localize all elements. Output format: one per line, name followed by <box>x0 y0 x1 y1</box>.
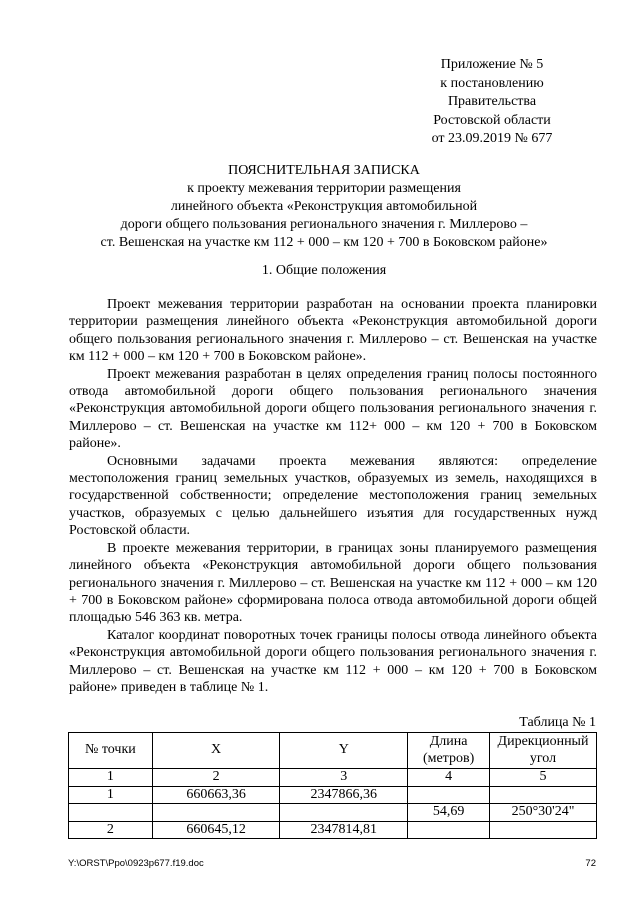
title-line: ст. Вешенская на участке км 112 + 000 – км 120 + 700 в Боковском районе» <box>100 235 548 250</box>
table-cell: 1 <box>69 786 153 804</box>
paragraph: Проект межевания территории разработан на основании проекта планировки территории размещения линейного объекта «Реконструкция автомобильной дороги общего пользования регионального значения г. Миллерово – ст. Вешенская на участке км 112 + 000 – км 120 + 700 в Боковском районе». <box>69 297 597 365</box>
appendix-line: Правительства <box>447 94 537 109</box>
column-number: 2 <box>152 769 280 787</box>
table-cell <box>408 821 490 839</box>
table-cell <box>408 786 490 804</box>
table-row <box>69 786 597 804</box>
appendix-line: к постановлению <box>440 75 544 91</box>
header-direction-angle: Дирекционный угол <box>490 733 597 769</box>
header-point-number: № точки <box>69 733 153 769</box>
table-row <box>69 821 597 839</box>
appendix-line: Приложение № 5 <box>440 57 544 72</box>
column-number: 5 <box>490 769 597 787</box>
paragraph: Каталог координат поворотных точек границы полосы отвода линейного объекта «Реконструкция автомобильной дороги общего пользования регионального значения г. Миллерово – ст. Вешенская на участке км 112 + 000 – км 120 + 700 в Боковском районе» приведен в таблице № 1. <box>69 627 597 695</box>
header-y: Y <box>280 733 408 769</box>
footer-file-path: Y:\ORST\Ppo\0923p677.f19.doc <box>68 858 204 869</box>
column-number: 4 <box>408 769 490 787</box>
table-cell: 2347866,36 <box>280 786 408 804</box>
paragraph: Проект межевания разработан в целях определения границ полосы постоянного отвода автомобильной дороги общего пользования регионального значения «Реконструкция автомобильной дороги общего пользования регионального значения г. Миллерово – ст. Вешенская на участке км 112+ 000 – км 120 + 700 в Боковском районе». <box>69 366 597 452</box>
column-number: 3 <box>280 769 408 787</box>
table-cell <box>280 804 408 822</box>
table-cell <box>152 804 280 822</box>
table-cell <box>490 821 597 839</box>
paragraph: В проекте межевания территории, в границах зоны планируемого размещения линейного объекта «Реконструкция автомобильной дороги общего пользования регионального значения г. Миллерово – ст. Вешенская на участке км 112 + 000 – км 120 + 700 в Боковском районе» сформирована полоса отвода автомобильной дороги общей площадью 546 363 кв. метра. <box>69 540 597 626</box>
table-row <box>69 804 597 822</box>
table-cell: 54,69 <box>408 804 490 822</box>
header-length: Длина (метров) <box>408 733 490 769</box>
table-caption: Таблица № 1 <box>519 715 596 730</box>
footer-page-number: 72 <box>585 858 596 869</box>
appendix-line: Ростовской области <box>433 112 551 128</box>
table-header-row <box>69 733 597 769</box>
title-line: к проекту межевания территории размещения <box>187 181 461 196</box>
table-cell: 250°30'24" <box>490 804 597 822</box>
appendix-line: от 23.09.2019 № 677 <box>431 131 553 146</box>
paragraph: Основными задачами проекта межевания являются: определение местоположения границ земельных участков, образуемых из земель, находящихся в государственной собственности; определение местоположения границ земельных участков, образуемых с целью дальнейшего изъятия для государственных нужд Ростовской области. <box>69 453 597 539</box>
table-cell: 660645,12 <box>152 821 280 839</box>
table-cell <box>490 786 597 804</box>
body-text <box>69 296 597 696</box>
header-x: X <box>152 733 280 769</box>
document-title <box>60 162 588 252</box>
table-column-numbers-row <box>69 769 597 787</box>
title-line: линейного объекта «Реконструкция автомобильной <box>170 199 478 214</box>
table-cell <box>69 804 153 822</box>
table-cell: 660663,36 <box>152 786 280 804</box>
title-line: дороги общего пользования регионального значения г. Миллерово – <box>120 217 528 232</box>
appendix-block <box>400 56 584 149</box>
title-heading: ПОЯСНИТЕЛЬНАЯ ЗАПИСКА <box>228 163 420 178</box>
column-number: 1 <box>69 769 153 787</box>
table-cell: 2 <box>69 821 153 839</box>
coordinates-table <box>68 732 597 839</box>
section-heading: 1. Общие положения <box>261 263 387 278</box>
table-cell: 2347814,81 <box>280 821 408 839</box>
